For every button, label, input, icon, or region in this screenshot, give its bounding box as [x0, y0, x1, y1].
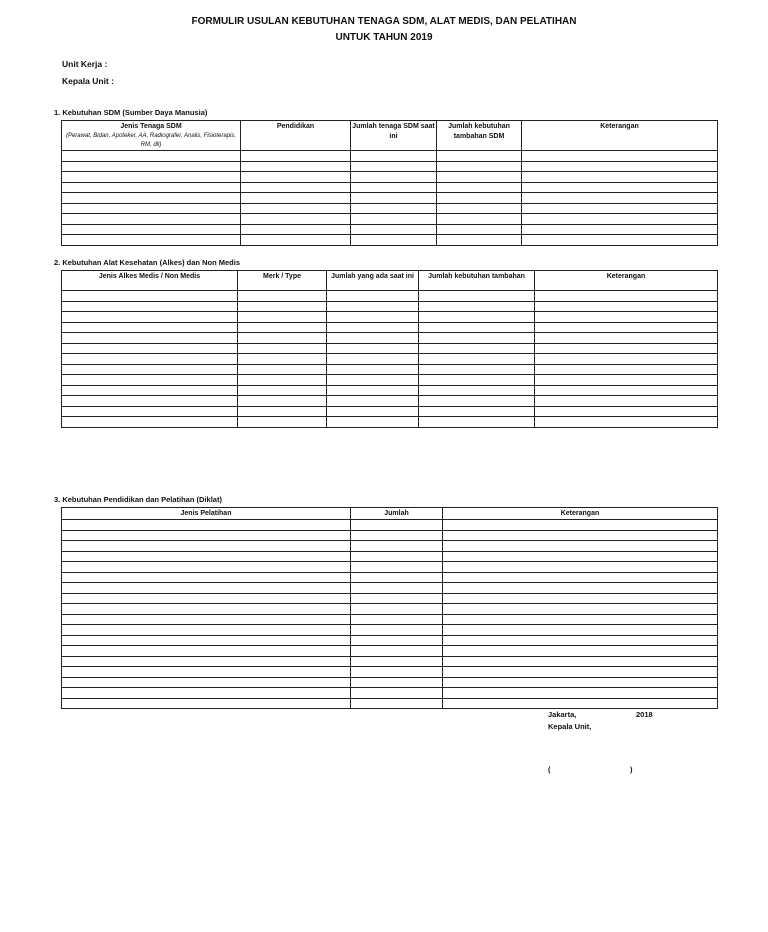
diklat-cell[interactable] [351, 530, 443, 541]
alkes-cell[interactable] [62, 291, 238, 302]
alkes-cell[interactable] [238, 406, 327, 417]
diklat-cell[interactable] [351, 688, 443, 699]
alkes-cell[interactable] [238, 364, 327, 375]
sdm-cell[interactable] [351, 235, 437, 246]
diklat-table [61, 507, 718, 709]
alkes-cell[interactable] [535, 385, 718, 396]
sdm-cell[interactable] [522, 193, 718, 204]
sdm-cell[interactable] [62, 214, 241, 225]
alkes-cell[interactable] [419, 417, 535, 428]
diklat-row [62, 583, 718, 594]
diklat-cell[interactable] [62, 562, 351, 573]
diklat-cell[interactable] [351, 541, 443, 552]
diklat-cell[interactable] [443, 698, 718, 709]
sdm-cell[interactable] [62, 161, 241, 172]
diklat-cell[interactable] [443, 562, 718, 573]
diklat-cell[interactable] [443, 625, 718, 636]
diklat-row [62, 593, 718, 604]
sdm-cell[interactable] [351, 161, 437, 172]
diklat-cell[interactable] [62, 583, 351, 594]
alkes-cell[interactable] [62, 396, 238, 407]
alkes-cell[interactable] [62, 343, 238, 354]
alkes-cell[interactable] [419, 291, 535, 302]
alkes-cell[interactable] [419, 364, 535, 375]
sdm-cell[interactable] [351, 172, 437, 183]
sdm-table [61, 120, 718, 246]
alkes-cell[interactable] [238, 375, 327, 386]
sdm-cell[interactable] [522, 151, 718, 162]
sdm-cell[interactable] [437, 235, 522, 246]
diklat-cell[interactable] [62, 593, 351, 604]
alkes-row [62, 406, 718, 417]
diklat-row [62, 614, 718, 625]
alkes-cell[interactable] [238, 333, 327, 344]
sdm-row [62, 203, 718, 214]
alkes-row [62, 291, 718, 302]
sdm-cell[interactable] [241, 182, 351, 193]
diklat-cell[interactable] [62, 698, 351, 709]
alkes-row [62, 417, 718, 428]
alkes-cell[interactable] [419, 396, 535, 407]
diklat-row [62, 677, 718, 688]
diklat-cell[interactable] [62, 551, 351, 562]
diklat-cell[interactable] [62, 541, 351, 552]
alkes-col-kebutuhan: Jumlah kebutuhan tambahan [419, 271, 535, 291]
sdm-row [62, 224, 718, 235]
alkes-cell[interactable] [419, 375, 535, 386]
diklat-cell[interactable] [351, 593, 443, 604]
alkes-cell[interactable] [535, 406, 718, 417]
sdm-cell[interactable] [522, 172, 718, 183]
signature-place: Jakarta, [548, 710, 577, 719]
alkes-cell[interactable] [535, 417, 718, 428]
alkes-cell[interactable] [535, 291, 718, 302]
alkes-row [62, 396, 718, 407]
alkes-col-jumlah: Jumlah yang ada saat ini [327, 271, 419, 291]
sdm-cell[interactable] [351, 193, 437, 204]
diklat-cell[interactable] [443, 614, 718, 625]
form-subtitle: UNTUK TAHUN 2019 [335, 32, 433, 43]
kepala-unit-label: Kepala Unit : [62, 76, 114, 86]
alkes-cell[interactable] [62, 354, 238, 365]
diklat-row [62, 646, 718, 657]
diklat-cell[interactable] [443, 604, 718, 615]
sdm-col-keterangan: Keterangan [522, 121, 718, 151]
diklat-row [62, 530, 718, 541]
sdm-cell[interactable] [351, 224, 437, 235]
diklat-row [62, 604, 718, 615]
alkes-col-merk: Merk / Type [238, 271, 327, 291]
alkes-cell[interactable] [238, 291, 327, 302]
sdm-row [62, 172, 718, 183]
alkes-cell[interactable] [327, 333, 419, 344]
sdm-cell[interactable] [351, 203, 437, 214]
diklat-cell[interactable] [351, 635, 443, 646]
alkes-col-keterangan: Keterangan [535, 271, 718, 291]
alkes-cell[interactable] [535, 322, 718, 333]
sdm-cell[interactable] [241, 235, 351, 246]
alkes-cell[interactable] [62, 417, 238, 428]
alkes-cell[interactable] [62, 301, 238, 312]
sdm-cell[interactable] [241, 172, 351, 183]
signature-role: Kepala Unit, [548, 722, 592, 731]
diklat-row [62, 520, 718, 531]
alkes-cell[interactable] [238, 385, 327, 396]
signature-year: 2018 [636, 710, 653, 719]
alkes-cell[interactable] [419, 333, 535, 344]
alkes-cell[interactable] [327, 291, 419, 302]
alkes-cell[interactable] [419, 385, 535, 396]
diklat-cell[interactable] [443, 530, 718, 541]
alkes-row [62, 301, 718, 312]
diklat-col-keterangan: Keterangan [443, 508, 718, 520]
section1-heading: 1. Kebutuhan SDM (Sumber Daya Manusia) [54, 108, 208, 117]
alkes-cell[interactable] [535, 364, 718, 375]
alkes-cell[interactable] [327, 354, 419, 365]
alkes-cell[interactable] [327, 322, 419, 333]
diklat-row [62, 551, 718, 562]
diklat-cell[interactable] [351, 656, 443, 667]
sdm-row [62, 151, 718, 162]
diklat-cell[interactable] [62, 635, 351, 646]
alkes-cell[interactable] [419, 312, 535, 323]
sdm-cell[interactable] [522, 203, 718, 214]
diklat-cell[interactable] [62, 667, 351, 678]
diklat-cell[interactable] [443, 520, 718, 531]
alkes-cell[interactable] [327, 406, 419, 417]
diklat-cell[interactable] [351, 625, 443, 636]
sdm-col-kebutuhan: Jumlah kebutuhan tambahan SDM [437, 121, 522, 151]
sdm-cell[interactable] [62, 193, 241, 204]
alkes-row [62, 322, 718, 333]
alkes-cell[interactable] [62, 364, 238, 375]
alkes-row [62, 343, 718, 354]
alkes-cell[interactable] [327, 385, 419, 396]
alkes-cell[interactable] [419, 354, 535, 365]
diklat-cell[interactable] [351, 604, 443, 615]
sdm-cell[interactable] [522, 235, 718, 246]
sdm-cell[interactable] [241, 203, 351, 214]
diklat-cell[interactable] [62, 625, 351, 636]
diklat-cell[interactable] [443, 667, 718, 678]
diklat-cell[interactable] [351, 667, 443, 678]
diklat-cell[interactable] [351, 646, 443, 657]
signature-paren-open: ( [548, 765, 551, 774]
sdm-cell[interactable] [522, 161, 718, 172]
alkes-cell[interactable] [327, 375, 419, 386]
alkes-cell[interactable] [327, 312, 419, 323]
sdm-cell[interactable] [522, 182, 718, 193]
sdm-cell[interactable] [351, 151, 437, 162]
diklat-cell[interactable] [443, 646, 718, 657]
sdm-row [62, 182, 718, 193]
sdm-cell[interactable] [437, 193, 522, 204]
sdm-row [62, 193, 718, 204]
alkes-cell[interactable] [327, 396, 419, 407]
sdm-cell[interactable] [437, 214, 522, 225]
sdm-cell[interactable] [241, 193, 351, 204]
alkes-cell[interactable] [238, 417, 327, 428]
alkes-cell[interactable] [535, 301, 718, 312]
diklat-cell[interactable] [443, 551, 718, 562]
diklat-cell[interactable] [62, 677, 351, 688]
diklat-cell[interactable] [351, 520, 443, 531]
sdm-cell[interactable] [241, 214, 351, 225]
alkes-cell[interactable] [62, 375, 238, 386]
diklat-cell[interactable] [443, 541, 718, 552]
alkes-cell[interactable] [419, 343, 535, 354]
sdm-cell[interactable] [62, 203, 241, 214]
diklat-cell[interactable] [351, 614, 443, 625]
alkes-cell[interactable] [327, 364, 419, 375]
diklat-col-jenis: Jenis Pelatihan [62, 508, 351, 520]
sdm-col-jenis [62, 121, 241, 151]
sdm-cell[interactable] [351, 214, 437, 225]
diklat-row [62, 688, 718, 699]
sdm-col-pendidikan: Pendidikan [241, 121, 351, 151]
sdm-cell[interactable] [437, 172, 522, 183]
sdm-cell[interactable] [241, 161, 351, 172]
alkes-table [61, 270, 718, 428]
alkes-cell[interactable] [535, 333, 718, 344]
sdm-col-jenis-note: (Perawat, Bidan, Apoteker, AA, Radiografer, Analis, Fisioterapis, RM, dll) [65, 133, 237, 148]
sdm-cell[interactable] [351, 182, 437, 193]
sdm-row [62, 161, 718, 172]
diklat-cell[interactable] [62, 572, 351, 583]
alkes-cell[interactable] [238, 301, 327, 312]
signature-paren-close: ) [630, 765, 633, 774]
sdm-row [62, 214, 718, 225]
diklat-cell[interactable] [443, 593, 718, 604]
alkes-row [62, 354, 718, 365]
alkes-row [62, 312, 718, 323]
sdm-cell[interactable] [62, 182, 241, 193]
diklat-row [62, 656, 718, 667]
diklat-cell[interactable] [62, 520, 351, 531]
alkes-cell[interactable] [238, 312, 327, 323]
diklat-cell[interactable] [351, 677, 443, 688]
diklat-cell[interactable] [62, 604, 351, 615]
alkes-row [62, 385, 718, 396]
diklat-cell[interactable] [443, 572, 718, 583]
alkes-cell[interactable] [62, 406, 238, 417]
alkes-cell[interactable] [238, 343, 327, 354]
sdm-cell[interactable] [62, 235, 241, 246]
sdm-cell[interactable] [62, 224, 241, 235]
diklat-cell[interactable] [351, 698, 443, 709]
sdm-row [62, 235, 718, 246]
diklat-row [62, 667, 718, 678]
diklat-row [62, 572, 718, 583]
form-title: FORMULIR USULAN KEBUTUHAN TENAGA SDM, ALAT MEDIS, DAN PELATIHAN [191, 16, 577, 27]
alkes-row [62, 375, 718, 386]
diklat-cell[interactable] [62, 646, 351, 657]
alkes-row [62, 364, 718, 375]
diklat-cell[interactable] [351, 551, 443, 562]
sdm-cell[interactable] [437, 224, 522, 235]
diklat-cell[interactable] [62, 530, 351, 541]
diklat-cell[interactable] [443, 583, 718, 594]
sdm-cell[interactable] [437, 182, 522, 193]
sdm-cell[interactable] [437, 203, 522, 214]
diklat-cell[interactable] [443, 656, 718, 667]
alkes-cell[interactable] [535, 343, 718, 354]
alkes-cell[interactable] [62, 385, 238, 396]
alkes-cell[interactable] [535, 375, 718, 386]
sdm-cell[interactable] [241, 224, 351, 235]
alkes-row [62, 333, 718, 344]
sdm-cell[interactable] [62, 151, 241, 162]
alkes-cell[interactable] [238, 396, 327, 407]
section3-heading: 3. Kebutuhan Pendidikan dan Pelatihan (Diklat) [54, 495, 222, 504]
diklat-row [62, 625, 718, 636]
alkes-cell[interactable] [419, 322, 535, 333]
diklat-cell[interactable] [351, 583, 443, 594]
diklat-row [62, 562, 718, 573]
alkes-cell[interactable] [62, 322, 238, 333]
alkes-cell[interactable] [238, 354, 327, 365]
diklat-row [62, 541, 718, 552]
alkes-cell[interactable] [535, 354, 718, 365]
sdm-col-jenis-label: Jenis Tenaga SDM [120, 123, 182, 130]
diklat-cell[interactable] [443, 688, 718, 699]
alkes-cell[interactable] [419, 406, 535, 417]
sdm-cell[interactable] [437, 151, 522, 162]
unit-kerja-label: Unit Kerja : [62, 59, 108, 69]
alkes-cell[interactable] [327, 417, 419, 428]
sdm-col-jumlah: Jumlah tenaga SDM saat ini [351, 121, 437, 151]
diklat-cell[interactable] [62, 688, 351, 699]
diklat-cell[interactable] [62, 656, 351, 667]
sdm-cell[interactable] [437, 161, 522, 172]
alkes-cell[interactable] [238, 322, 327, 333]
diklat-cell[interactable] [351, 562, 443, 573]
alkes-cell[interactable] [419, 301, 535, 312]
sdm-cell[interactable] [522, 214, 718, 225]
diklat-row [62, 698, 718, 709]
alkes-col-jenis: Jenis Alkes Medis / Non Medis [62, 271, 238, 291]
section2-heading: 2. Kebutuhan Alat Kesehatan (Alkes) dan Non Medis [54, 258, 241, 267]
alkes-cell[interactable] [62, 312, 238, 323]
diklat-cell[interactable] [62, 614, 351, 625]
alkes-cell[interactable] [327, 343, 419, 354]
diklat-cell[interactable] [351, 572, 443, 583]
diklat-cell[interactable] [443, 677, 718, 688]
diklat-cell[interactable] [443, 635, 718, 646]
sdm-cell[interactable] [522, 224, 718, 235]
diklat-col-jumlah: Jumlah [351, 508, 443, 520]
alkes-cell[interactable] [535, 312, 718, 323]
alkes-cell[interactable] [327, 301, 419, 312]
sdm-cell[interactable] [241, 151, 351, 162]
sdm-cell[interactable] [62, 172, 241, 183]
alkes-cell[interactable] [62, 333, 238, 344]
diklat-row [62, 635, 718, 646]
alkes-cell[interactable] [535, 396, 718, 407]
